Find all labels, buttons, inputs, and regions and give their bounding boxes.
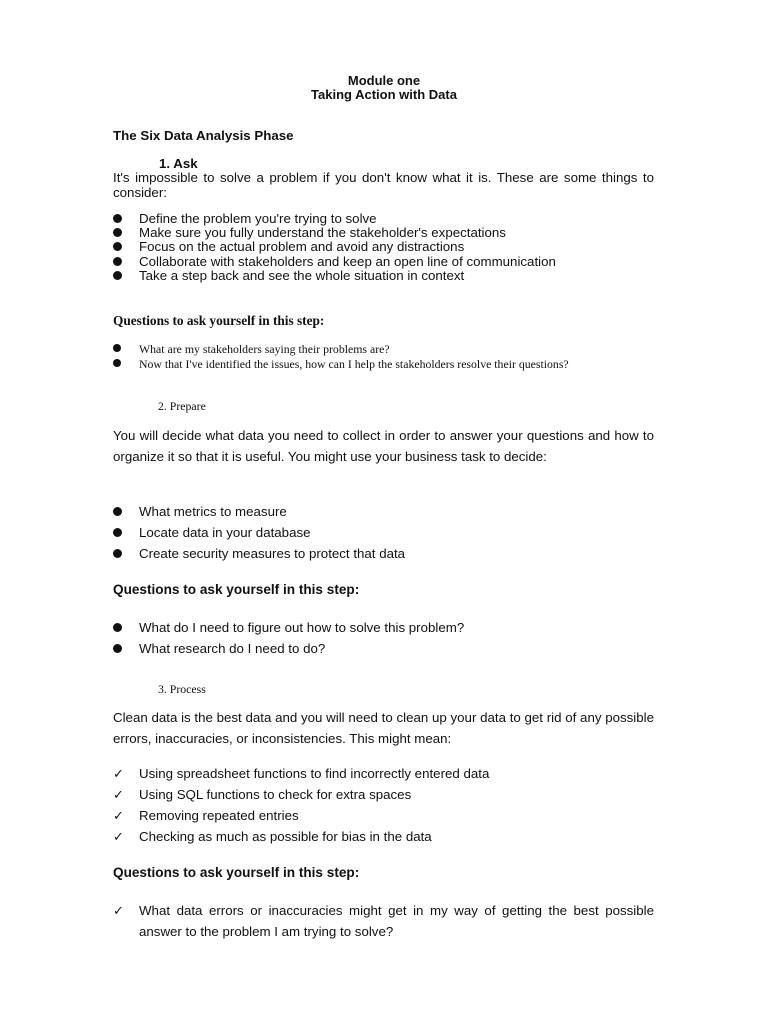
- list-item: What do I need to figure out how to solve this problem?: [113, 617, 654, 638]
- document-title: Module one: [347, 73, 421, 88]
- ask-questions-heading: Questions to ask yourself in this step:: [113, 313, 325, 328]
- process-intro: Clean data is the best data and you will need to clean up your data to get rid of any possible errors, inaccuracies, or inconsistencies. This might mean:: [113, 710, 654, 746]
- check-item-text: Checking as much as possible for bias in the data: [139, 829, 432, 844]
- prepare-bullet-list: [113, 501, 654, 564]
- document-subtitle: Taking Action with Data: [311, 87, 457, 102]
- list-item: Focus on the actual problem and avoid any distractions: [113, 240, 654, 254]
- prepare-intro: You will decide what data you need to collect in order to answer your questions and how to organize it so that it is useful. You might use your business task to decide:: [113, 428, 654, 464]
- list-item: [113, 805, 654, 826]
- check-item-text: Using SQL functions to check for extra spaces: [139, 787, 412, 802]
- process-questions-heading: Questions to ask yourself in this step:: [113, 865, 360, 880]
- list-item: Create security measures to protect that data: [113, 543, 654, 564]
- list-item: [113, 342, 654, 357]
- process-questions-list: [113, 900, 654, 942]
- question-text: What are my stakeholders saying their problems are?: [139, 342, 390, 356]
- check-item-text: Removing repeated entries: [139, 808, 299, 823]
- list-item: [113, 784, 654, 805]
- list-item: Collaborate with stakeholders and keep an open line of communication: [113, 255, 654, 269]
- list-item: Locate data in your database: [113, 522, 654, 543]
- list-item: [113, 826, 654, 847]
- ask-bullet-list: [113, 212, 654, 283]
- list-item: [113, 763, 654, 784]
- question-text: Now that I've identified the issues, how can I help the stakeholders resolve their questions?: [139, 356, 569, 371]
- prepare-questions-heading: Questions to ask yourself in this step:: [113, 582, 360, 597]
- check-item-text: Using spreadsheet functions to find incorrectly entered data: [139, 766, 490, 781]
- ask-heading: 1. Ask: [159, 156, 198, 171]
- ask-intro: It's impossible to solve a problem if you don't know what it is. These are some things to consider:: [113, 170, 654, 200]
- checkmark-icon: ✓: [113, 903, 124, 918]
- list-item: [113, 357, 654, 372]
- ask-questions-list: [113, 342, 654, 371]
- list-item: Define the problem you're trying to solve: [113, 212, 654, 226]
- process-check-list: [113, 763, 654, 847]
- prepare-questions-list: [113, 617, 654, 659]
- checkmark-icon: ✓: [113, 787, 124, 802]
- checkmark-icon: ✓: [113, 808, 124, 823]
- list-item: Make sure you fully understand the stakeholder's expectations: [113, 226, 654, 240]
- list-item: What metrics to measure: [113, 501, 654, 522]
- list-item: Take a step back and see the whole situation in context: [113, 269, 654, 283]
- checkmark-icon: ✓: [113, 766, 124, 781]
- process-heading: 3. Process: [158, 682, 206, 696]
- prepare-heading: 2. Prepare: [158, 399, 206, 413]
- section-heading: The Six Data Analysis Phase: [113, 128, 294, 143]
- question-text: What data errors or inaccuracies might get in my way of getting the best possible answer to the problem I am trying to solve?: [139, 903, 654, 939]
- list-item: What research do I need to do?: [113, 638, 654, 659]
- list-item: [113, 900, 654, 942]
- checkmark-icon: ✓: [113, 829, 124, 844]
